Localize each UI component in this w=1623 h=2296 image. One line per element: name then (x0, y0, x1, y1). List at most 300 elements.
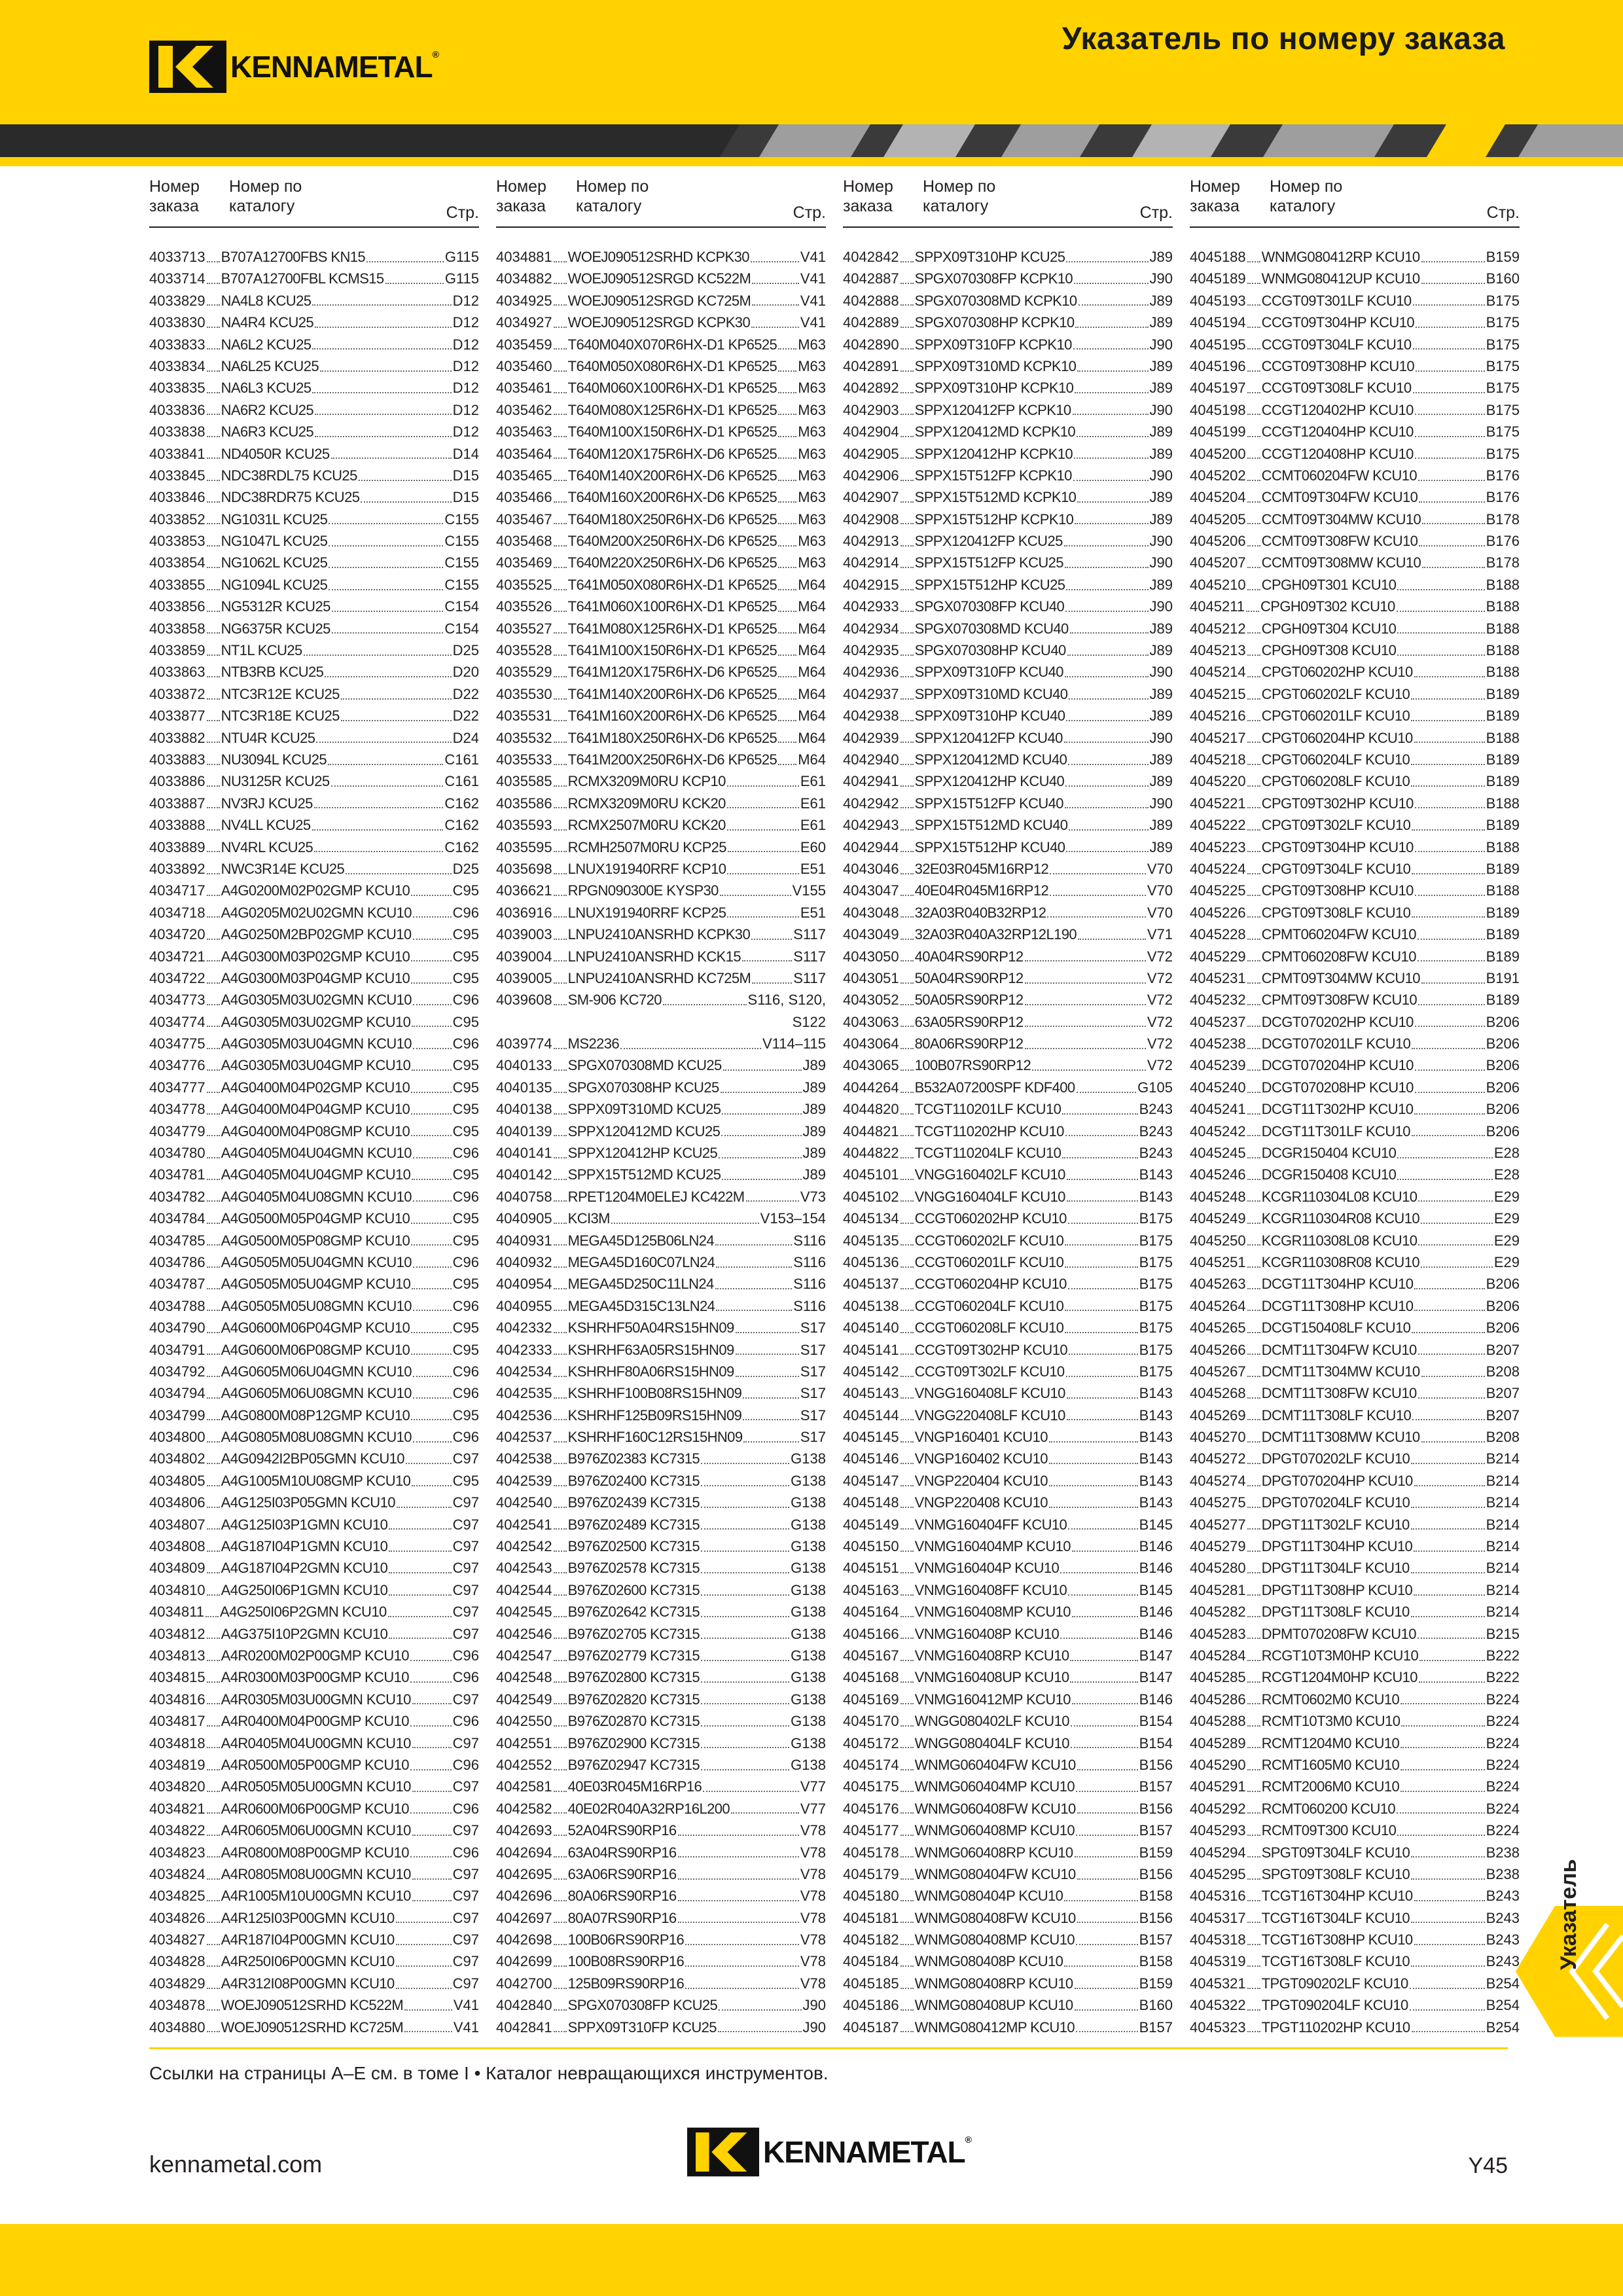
page-reference: B189 (1486, 926, 1520, 943)
order-number: 4033889 (149, 838, 205, 855)
catalog-number: WNMG060404MP KCU10 (914, 1778, 1075, 1795)
dot-leader (901, 1636, 914, 1639)
order-number: 4034823 (149, 1844, 205, 1861)
dot-leader (1411, 697, 1485, 700)
index-row (843, 1601, 1173, 1623)
dot-leader (207, 1680, 220, 1683)
order-number: 4045280 (1190, 1560, 1246, 1577)
index-row (149, 1054, 479, 1076)
order-number: 4042539 (496, 1472, 552, 1489)
dot-leader (901, 544, 914, 547)
page-reference: D12 (452, 336, 479, 353)
dot-leader (901, 1112, 914, 1115)
page-reference: V70 (1147, 904, 1173, 921)
catalog-number: NTU4R KCU25 (221, 729, 315, 746)
page-reference: B188 (1486, 598, 1520, 615)
order-number: 4045250 (1190, 1232, 1246, 1249)
catalog-number: A4G0300M03P02GMP KCU10 (221, 948, 410, 965)
order-number: 4045267 (1190, 1363, 1246, 1380)
order-number: 4034777 (149, 1079, 205, 1096)
order-number: 4045172 (843, 1734, 899, 1751)
dot-leader (1247, 391, 1260, 393)
header-stripe-base (0, 157, 1623, 166)
dot-leader (701, 1484, 789, 1486)
page-reference: B156 (1139, 1800, 1173, 1817)
order-number: 4045288 (1190, 1713, 1246, 1730)
order-number: 4045238 (1190, 1035, 1246, 1052)
dot-leader (207, 1177, 220, 1180)
dot-leader (1066, 588, 1148, 590)
page-reference: V114–115 (762, 1035, 826, 1052)
order-number: 4034815 (149, 1669, 205, 1686)
page-reference: V78 (800, 1909, 826, 1926)
page-reference: B243 (1139, 1122, 1173, 1139)
page-reference: J89 (1149, 620, 1173, 637)
order-number: 4034822 (149, 1822, 205, 1839)
dot-leader (778, 675, 796, 677)
dot-leader (207, 1221, 220, 1224)
dot-leader (901, 565, 914, 568)
dot-leader (1049, 1484, 1138, 1486)
dot-leader (1411, 762, 1485, 765)
order-number: 4045222 (1190, 817, 1246, 834)
dot-leader (411, 959, 452, 961)
dot-leader (554, 1943, 567, 1945)
dot-leader (901, 1396, 914, 1399)
catalog-number: DCGT11T304HP KCU10 (1261, 1276, 1414, 1293)
page-reference: E29 (1493, 1232, 1520, 1249)
website-link[interactable]: kennametal.com (149, 2151, 323, 2178)
dot-leader (207, 1855, 220, 1857)
index-row (496, 1295, 826, 1317)
index-row (843, 1098, 1173, 1120)
page-reference: M63 (798, 554, 826, 571)
page-reference: V41 (800, 270, 826, 287)
dot-leader (1077, 1768, 1138, 1770)
index-row (1190, 639, 1520, 661)
logo-wordmark: KENNAMETAL® (230, 49, 438, 84)
index-row (1190, 268, 1520, 289)
dot-leader (554, 500, 567, 503)
dot-leader (778, 522, 796, 524)
dot-leader (1421, 281, 1485, 284)
order-number: 4034819 (149, 1756, 205, 1773)
index-row (149, 770, 479, 792)
page-reference: M63 (798, 533, 826, 550)
catalog-number: SPPX09T310FP KCU40 (914, 664, 1063, 681)
page-reference: E61 (800, 817, 826, 834)
dot-leader (554, 1855, 567, 1857)
dot-leader (778, 565, 796, 568)
dot-leader (1400, 1768, 1484, 1770)
kennametal-k-mark-icon (687, 2127, 759, 2177)
index-row (496, 1842, 826, 1863)
order-number: 4045134 (843, 1210, 899, 1227)
order-number: 4042941 (843, 773, 899, 790)
catalog-number: SPPX120412FP KCU40 (914, 729, 1063, 746)
index-row (843, 1732, 1173, 1754)
index-row (149, 552, 479, 573)
dot-leader (722, 1177, 801, 1180)
index-row (843, 683, 1173, 705)
order-number: 4045198 (1190, 401, 1246, 418)
order-number: 4045179 (843, 1865, 899, 1882)
catalog-number: VNGP220404 KCU10 (914, 1472, 1048, 1489)
order-number: 4042887 (843, 270, 899, 287)
catalog-number: LNPU2410ANSRHD KCK15 (567, 948, 741, 965)
index-row (1190, 1535, 1520, 1557)
dot-leader (207, 959, 220, 961)
dot-leader (1247, 1287, 1260, 1289)
index-row (149, 1382, 479, 1404)
dot-leader (901, 784, 914, 787)
page-reference: D15 (452, 467, 479, 484)
dot-leader (701, 1746, 789, 1748)
dot-leader (554, 1877, 567, 1880)
dot-leader (413, 1003, 452, 1005)
catalog-number: T641M140X200R6HX-D6 KP6525 (567, 685, 777, 702)
index-row (843, 1973, 1173, 1994)
dot-leader (554, 260, 567, 262)
order-number: 4045229 (1190, 948, 1246, 965)
dot-leader (1067, 653, 1149, 656)
dot-leader (1247, 1746, 1260, 1748)
dot-leader (396, 1943, 452, 1945)
order-number: 4033856 (149, 598, 205, 615)
catalog-number: DPGT070204LF KCU10 (1261, 1494, 1410, 1511)
kennametal-footer-logo (687, 2127, 971, 2177)
dot-leader (1247, 2008, 1260, 2011)
dot-leader (901, 719, 914, 721)
dot-leader (207, 522, 220, 524)
dot-leader (1247, 1877, 1260, 1880)
dot-leader (701, 1549, 789, 1552)
dot-leader (1400, 1789, 1484, 1792)
page-reference: V77 (800, 1778, 826, 1795)
catalog-number: A4R0200M02P00GMP KCU10 (221, 1647, 409, 1664)
dot-leader (701, 1702, 789, 1704)
index-row (149, 1798, 479, 1820)
dot-leader (611, 1221, 759, 1224)
page-reference: V72 (1147, 992, 1173, 1009)
order-number: 4042333 (496, 1341, 552, 1358)
catalog-number: DCMT11T308LF KCU10 (1261, 1407, 1412, 1424)
catalog-number: A4G125I03P05GMN KCU10 (221, 1494, 395, 1511)
index-row (843, 858, 1173, 880)
dot-leader (554, 1615, 567, 1617)
index-row (1190, 793, 1520, 814)
index-row (1190, 1011, 1520, 1033)
order-number: 4045319 (1190, 1953, 1246, 1970)
dot-leader (207, 1112, 220, 1115)
dot-leader (1247, 1462, 1260, 1464)
order-number: 4042934 (843, 620, 899, 637)
index-row (496, 1623, 826, 1645)
dot-leader (1065, 1243, 1137, 1246)
dot-leader (901, 1833, 914, 1836)
dot-leader (207, 1440, 220, 1443)
page-reference: J89 (1149, 292, 1173, 309)
dot-leader (1247, 740, 1260, 743)
index-row (1190, 1382, 1520, 1404)
page-reference: C161 (444, 751, 479, 768)
dot-leader (413, 1396, 452, 1399)
page-reference: J89 (1149, 249, 1173, 265)
page-heading: Стр. (793, 204, 826, 222)
page-reference: B206 (1486, 1013, 1520, 1030)
catalog-number: SPPX15T512FP KCU40 (914, 795, 1063, 812)
order-number: 4045148 (843, 1494, 899, 1511)
index-row (149, 1557, 479, 1579)
dot-leader (1415, 850, 1485, 852)
page-reference: M64 (798, 729, 826, 746)
page-reference: M63 (798, 445, 826, 462)
index-row (1190, 1448, 1520, 1469)
index-row (1190, 858, 1520, 880)
order-number: 4039608 (496, 992, 552, 1009)
catalog-number: TPGT110202HP KCU10 (1261, 2018, 1410, 2036)
dot-leader (1060, 1636, 1137, 1639)
index-row (1190, 1557, 1520, 1579)
dot-leader (901, 1287, 914, 1289)
index-row (843, 1273, 1173, 1295)
catalog-number: KCGR110308R08 KCU10 (1261, 1253, 1419, 1270)
order-number: 4034799 (149, 1407, 205, 1424)
catalog-number: DCGT150408LF KCU10 (1261, 1319, 1411, 1336)
index-row (149, 1405, 479, 1426)
catalog-number: KSHRHF100B08RS15HN09 (567, 1385, 742, 1402)
order-number: 4033886 (149, 773, 205, 790)
dot-leader (1067, 1396, 1138, 1399)
index-row (843, 1230, 1173, 1251)
index-row (149, 1492, 479, 1513)
dot-leader (1247, 1003, 1260, 1005)
dot-leader (315, 325, 452, 328)
dot-leader (316, 740, 451, 743)
index-row (1190, 1973, 1520, 1994)
dot-leader (207, 1877, 220, 1880)
dot-leader (207, 260, 220, 262)
order-number: 4040905 (496, 1210, 552, 1227)
catalog-number: B976Z02900 KC7315 (567, 1734, 700, 1751)
order-number: 4045268 (1190, 1385, 1246, 1402)
page-reference: J90 (1149, 270, 1173, 287)
page-reference: V72 (1147, 1057, 1173, 1074)
order-number: 4045147 (843, 1472, 899, 1489)
index-row (843, 1776, 1173, 1797)
catalog-number: A4R0800M08P00GMP KCU10 (221, 1844, 409, 1861)
page-reference: C96 (452, 1669, 479, 1686)
catalog-number: CCGT09T304LF KCU10 (1261, 336, 1412, 353)
catalog-number: SPPX15T512FP KCPK10 (914, 467, 1072, 484)
index-row (843, 1208, 1173, 1229)
dot-leader (1247, 1090, 1260, 1093)
dot-leader (1247, 631, 1260, 634)
order-number: 4034813 (149, 1647, 205, 1664)
dot-leader (901, 1680, 914, 1683)
dot-leader (207, 784, 220, 787)
index-row (149, 836, 479, 858)
dot-leader (207, 1199, 220, 1202)
order-number: 4033830 (149, 314, 205, 331)
order-number: 4042892 (843, 380, 899, 397)
dot-leader (901, 653, 914, 656)
order-number: 4035530 (496, 685, 552, 702)
page-reference: J89 (802, 1057, 826, 1074)
dot-leader (721, 1090, 802, 1093)
dot-leader (554, 588, 567, 590)
catalog-number: CPGT060208LF KCU10 (1261, 773, 1410, 790)
index-row (843, 705, 1173, 726)
kennametal-k-mark-icon (149, 41, 226, 93)
dot-leader (701, 1615, 789, 1617)
order-number: 4045291 (1190, 1778, 1246, 1795)
index-row (843, 1164, 1173, 1185)
catalog-number: A4G0605M06U08GMN KCU10 (221, 1385, 412, 1402)
order-number: 4045184 (843, 1953, 899, 1970)
dot-leader (207, 1331, 220, 1333)
index-row (149, 2017, 479, 2038)
dot-leader (412, 1484, 451, 1486)
index-row (149, 1666, 479, 1688)
page-reference: C95 (452, 1407, 479, 1424)
dot-leader (328, 762, 443, 765)
dot-leader (554, 1331, 567, 1333)
dot-leader (1074, 456, 1148, 459)
dot-leader (778, 435, 796, 437)
order-number: 4045200 (1190, 445, 1246, 462)
page-reference: B189 (1486, 685, 1520, 702)
page-reference: J90 (1149, 533, 1173, 550)
dot-leader (1247, 806, 1260, 808)
dot-leader (731, 1811, 799, 1814)
index-row (843, 399, 1173, 421)
page-reference: B224 (1486, 1691, 1520, 1708)
index-row (149, 1186, 479, 1208)
catalog-number: VNMG160408MP KCU10 (914, 1604, 1071, 1621)
index-row (496, 1820, 826, 1841)
dot-leader (1411, 719, 1485, 721)
index-row (496, 530, 826, 552)
index-row (496, 683, 826, 705)
catalog-number: WNMG080404FW KCU10 (914, 1865, 1076, 1882)
order-number: 4033887 (149, 795, 205, 812)
page-reference: B175 (1486, 380, 1520, 397)
index-row (843, 1251, 1173, 1273)
dot-leader (1412, 2030, 1485, 2032)
order-number: 4045245 (1190, 1145, 1246, 1162)
index-row (496, 661, 826, 683)
index-row (149, 880, 479, 901)
dot-leader (554, 303, 567, 306)
dot-leader (1414, 1899, 1485, 1901)
order-number: 4040141 (496, 1145, 552, 1162)
page-reference: C97 (452, 1822, 479, 1839)
dot-leader (1073, 478, 1149, 481)
dot-leader (1247, 1986, 1260, 1989)
page-reference: B188 (1486, 838, 1520, 855)
dot-leader (554, 1003, 567, 1005)
dot-leader (1416, 325, 1485, 328)
dot-leader (329, 588, 443, 590)
dot-leader (901, 1768, 914, 1770)
order-number: 4035466 (496, 489, 552, 506)
index-row (843, 1623, 1173, 1645)
page-reference: J89 (1149, 314, 1173, 331)
index-row (149, 793, 479, 814)
dot-leader (554, 762, 567, 765)
dot-leader (1069, 828, 1148, 831)
dot-leader (314, 806, 444, 808)
dot-leader (554, 1134, 567, 1136)
page-reference: B143 (1139, 1166, 1173, 1183)
page-reference: B188 (1486, 882, 1520, 899)
order-number: 4034825 (149, 1888, 205, 1905)
index-row (843, 509, 1173, 530)
index-row (149, 1863, 479, 1885)
dot-leader (901, 2030, 914, 2032)
index-row (149, 1885, 479, 1907)
order-number: 4045135 (843, 1232, 899, 1249)
dot-leader (701, 1462, 789, 1464)
page-reference: J89 (802, 1166, 826, 1183)
index-row (149, 1710, 479, 1732)
index-row (843, 355, 1173, 377)
dot-leader (1421, 1440, 1485, 1443)
page-reference: B206 (1486, 1319, 1520, 1336)
index-row (843, 1579, 1173, 1601)
dot-leader (1247, 1636, 1260, 1639)
index-row (496, 1164, 826, 1185)
index-row (496, 443, 826, 465)
dot-leader (207, 1396, 220, 1399)
dot-leader (396, 1964, 452, 1967)
page-reference: B207 (1486, 1407, 1520, 1424)
dot-leader (207, 544, 220, 547)
catalog-number: B976Z02705 KC7315 (567, 1625, 700, 1642)
dot-leader (778, 762, 796, 765)
catalog-number: DCGT070201LF KCU10 (1261, 1035, 1411, 1052)
catalog-number: SM-906 KC720 (567, 992, 662, 1009)
catalog-number: DPGT11T308LF KCU10 (1261, 1604, 1410, 1621)
dot-leader (901, 347, 914, 350)
dot-leader (207, 1090, 220, 1093)
dot-leader (554, 981, 567, 984)
order-number: 4035467 (496, 511, 552, 528)
order-number: 4045232 (1190, 992, 1246, 1009)
index-row (496, 1798, 826, 1820)
page-reference: D20 (452, 664, 479, 681)
index-row (843, 727, 1173, 749)
dot-leader (1411, 1964, 1485, 1967)
page-reference: M63 (798, 336, 826, 353)
catalog-number: CPGT060204HP KCU10 (1261, 729, 1413, 746)
page-reference: V78 (800, 1975, 826, 1992)
index-row (1190, 924, 1520, 945)
index-row (843, 530, 1173, 552)
dot-leader (207, 281, 220, 284)
page-reference: B189 (1486, 904, 1520, 921)
dot-leader (1247, 1811, 1260, 1814)
dot-leader (554, 740, 567, 743)
index-row (843, 1405, 1173, 1426)
order-number: 4034812 (149, 1625, 205, 1642)
catalog-number: NG6375R KCU25 (221, 620, 330, 637)
dot-leader (778, 347, 796, 350)
dot-leader (554, 1789, 567, 1792)
index-row (149, 1121, 479, 1142)
page-reference: S17 (800, 1319, 826, 1336)
